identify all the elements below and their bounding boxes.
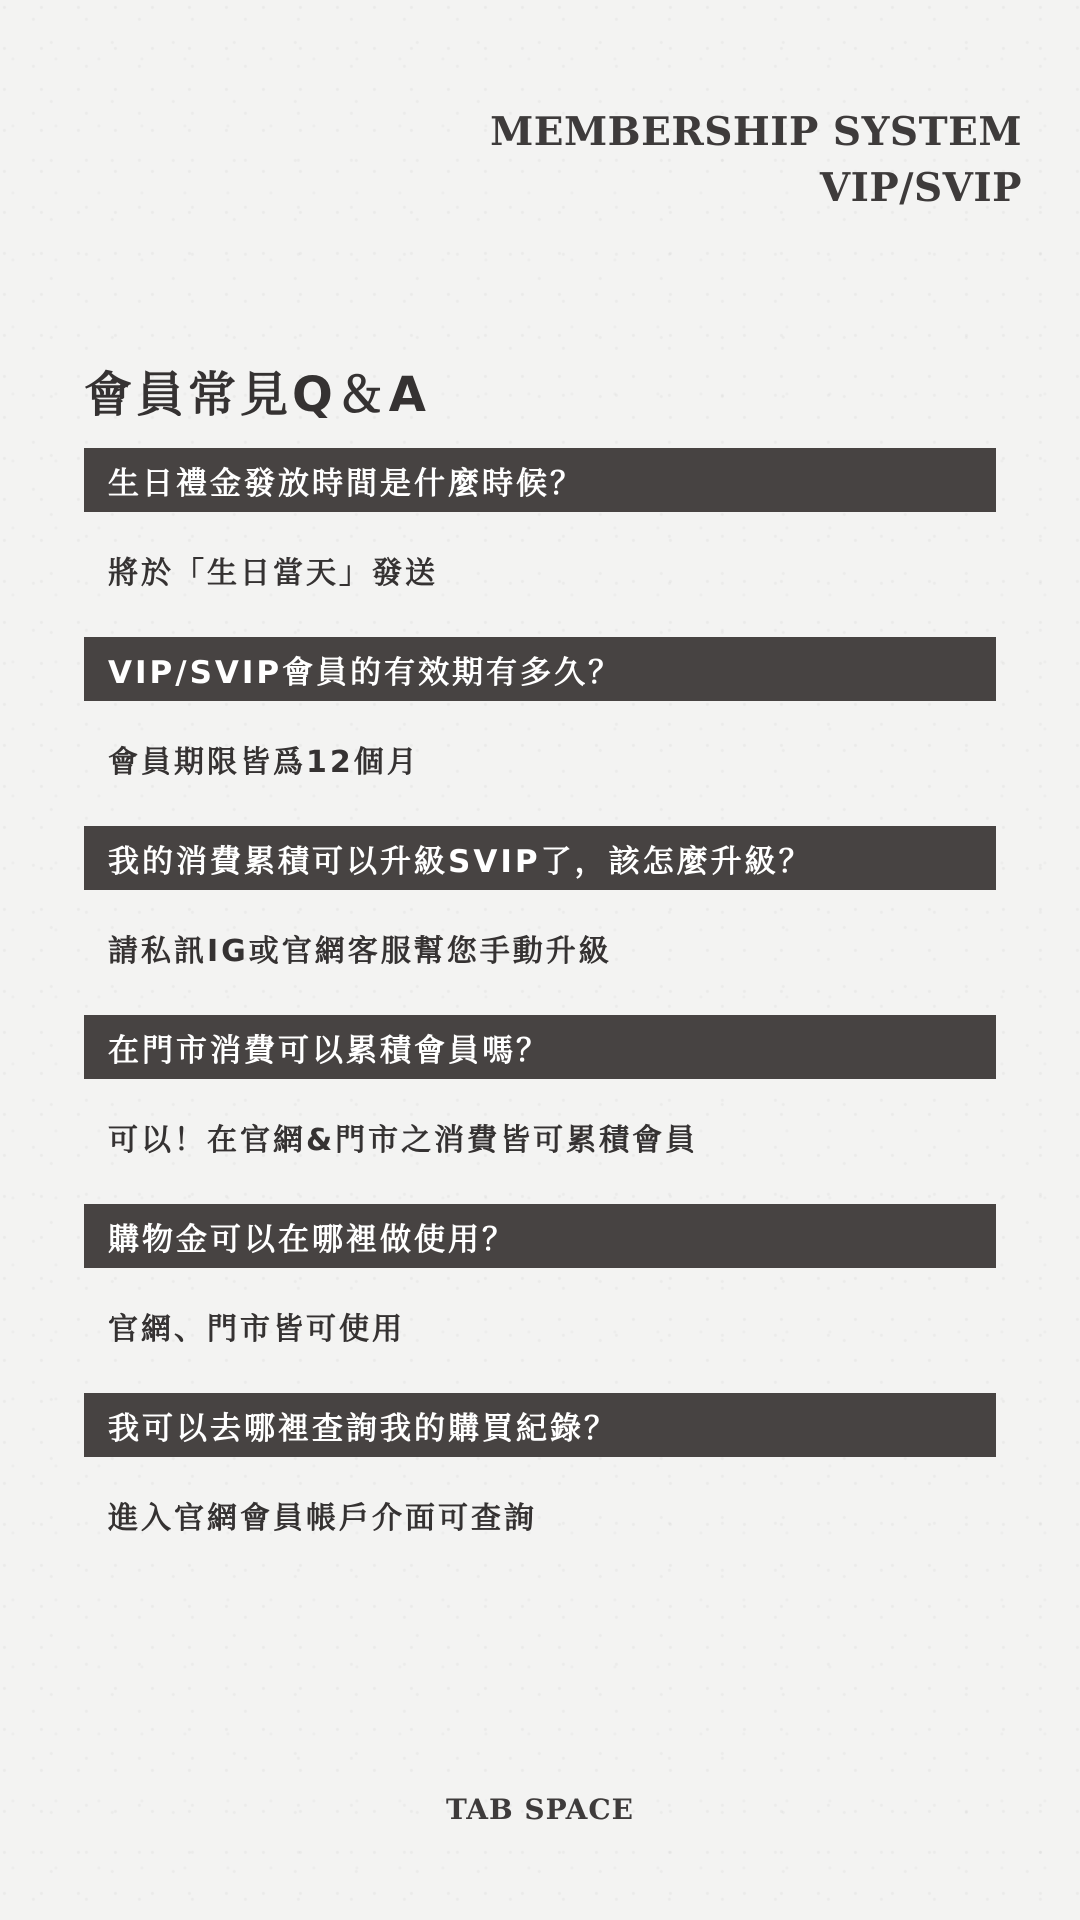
faq-answer: 請私訊IG或官網客服幫您手動升級 bbox=[108, 934, 612, 969]
faq-item bbox=[84, 826, 996, 1015]
faq-item bbox=[84, 448, 996, 637]
faq-question: 購物金可以在哪裡做使用？ bbox=[84, 1204, 996, 1268]
brand-footer: TAB SPACE bbox=[445, 1793, 635, 1826]
faq-answer: 會員期限皆爲12個月 bbox=[108, 745, 420, 780]
faq-answer: 可以！在官網&門市之消費皆可累積會員 bbox=[108, 1123, 699, 1158]
header bbox=[490, 104, 1022, 216]
faq-question: 我的消費累積可以升級SVIP了，該怎麼升級？ bbox=[84, 826, 996, 890]
faq-answer: 官網、門市皆可使用 bbox=[108, 1312, 405, 1347]
faq-item bbox=[84, 637, 996, 826]
page-title: 會員常見Q＆A bbox=[84, 367, 430, 423]
header-line-1: MEMBERSHIP SYSTEM bbox=[490, 109, 1022, 155]
faq-answer: 將於「生日當天」發送 bbox=[108, 556, 438, 591]
faq-question: VIP/SVIP會員的有效期有多久？ bbox=[84, 637, 996, 701]
faq-list bbox=[84, 448, 996, 1582]
faq-item bbox=[84, 1393, 996, 1582]
header-line-2: VIP/SVIP bbox=[819, 165, 1022, 211]
faq-item bbox=[84, 1204, 996, 1393]
faq-item bbox=[84, 1015, 996, 1204]
faq-question: 生日禮金發放時間是什麼時候？ bbox=[84, 448, 996, 512]
faq-question: 我可以去哪裡查詢我的購買紀錄？ bbox=[84, 1393, 996, 1457]
faq-question: 在門市消費可以累積會員嗎？ bbox=[84, 1015, 996, 1079]
faq-answer: 進入官網會員帳戶介面可查詢 bbox=[108, 1501, 537, 1536]
